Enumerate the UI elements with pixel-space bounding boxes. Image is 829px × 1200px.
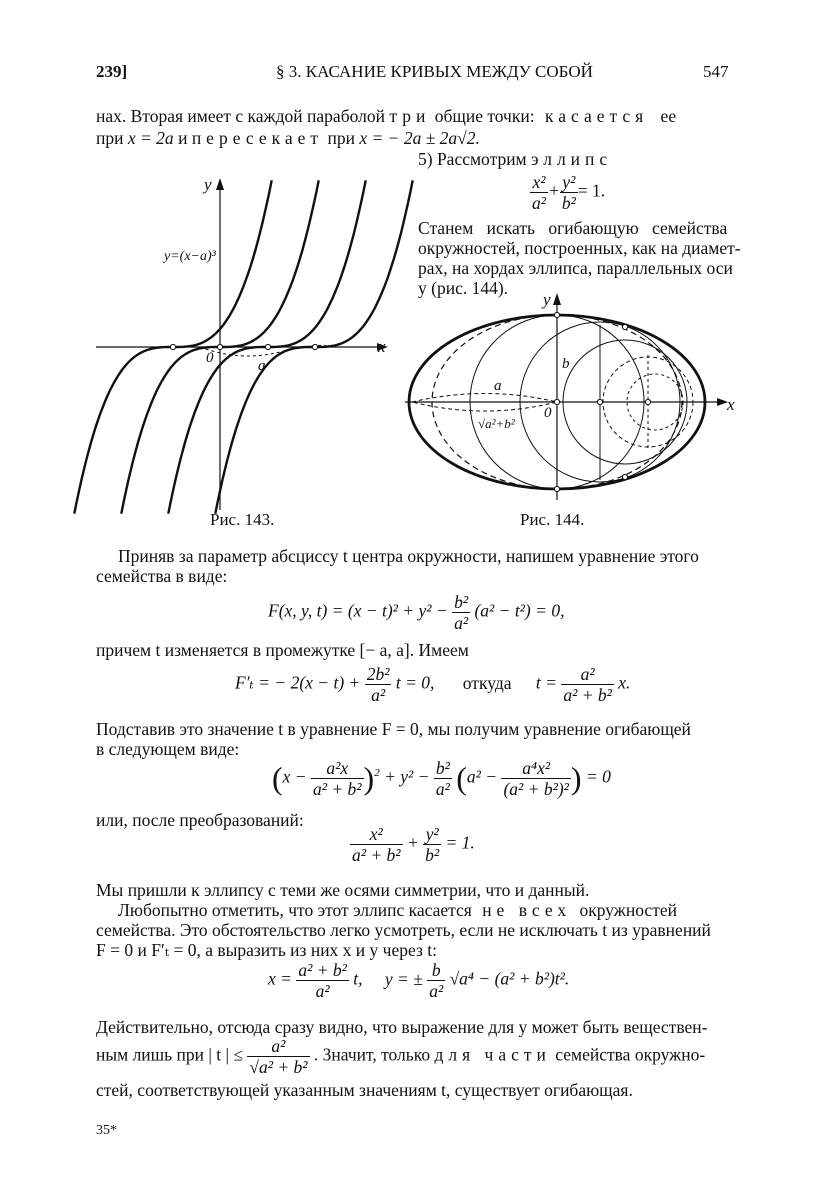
- fig144-b-label: b: [562, 356, 570, 372]
- ellipse-equation: $\frac{\text{x²}}{\text{a²}}$ + $\frac{\text{y²}}{\text{b²}}$ = 1.: [532, 172, 606, 214]
- para1-line1: нах. Вторая имеет с каждой параболой три общие точки: касается ее: [96, 106, 677, 126]
- item5-line3: рах, на хордах эллипса, параллельных оси: [418, 258, 733, 278]
- body-p6-l1: Любопытно отметить, что этот эллипс касается не всех окружностей: [118, 900, 677, 920]
- body-p6-l3: F = 0 и F′ₜ = 0, а выразить из них x и y через t:: [96, 940, 437, 960]
- item5-intro: 5) Рассмотрим эллипс: [418, 149, 613, 169]
- fig144-caption: Рис. 144.: [520, 510, 585, 529]
- running-header: § 3. КАСАНИЕ КРИВЫХ МЕЖДУ СОБОЙ: [276, 62, 593, 81]
- item5-line2: окружностей, построенных, как на диамет-: [418, 238, 741, 258]
- fig144-point: [554, 312, 559, 317]
- item5-line1: Станем искать огибающую семейства: [418, 218, 728, 238]
- body-p2: причем t изменяется в промежутке [− a, a]. Имеем: [96, 640, 469, 660]
- body-p7-l1: Действительно, отсюда сразу видно, что выражение для y может быть веществен-: [96, 1017, 708, 1037]
- fig144-origin-label: 0: [544, 405, 552, 421]
- fig143-caption: Рис. 143.: [210, 510, 275, 529]
- fig143-origin-label: 0: [206, 350, 214, 366]
- body-p7-l2: ным лишь при | t | ≤ $\frac{\text{a²}}{\text{√a² + b²}}$ . Значит, только для части семейства окружно-: [96, 1036, 706, 1078]
- body-p5: Мы пришли к эллипсу с теми же осями симметрии, что и данный.: [96, 880, 590, 900]
- fig144-point: [622, 324, 627, 329]
- fig143-x-label: x: [378, 337, 386, 356]
- body-p4: или, после преобразований:: [96, 810, 304, 830]
- fig144-point: [622, 474, 627, 479]
- fig144-point: [597, 399, 602, 404]
- equation-envelope: (x − $\frac{\text{a²x}}{\text{a² + b²}}$ )$^2$ + y² − $\frac{\text{b²}}{\text{a²}}$ (a² − $\frac{\text{a⁴x²}}{\text{(a² + b²)²}}$ ) = 0: [272, 758, 611, 800]
- item5-line4: y (рис. 144).: [418, 278, 509, 298]
- fig144-point: [554, 399, 559, 404]
- page-section-number: 239]: [96, 62, 128, 81]
- para1-line2: при x = 2a и пересекает при x = − 2a ± 2a√2.: [96, 128, 480, 148]
- body-p7-l3: стей, соответствующей указанным значениям t, существует огибающая.: [96, 1080, 633, 1100]
- body-p6-l2: семейства. Это обстоятельство легко усмотреть, если не исключать t из уравнений: [96, 920, 711, 940]
- fig143-y-label: y: [204, 175, 212, 194]
- equation-Ft: F′ₜ = − 2(x − t) + $\frac{\text{2b²}}{\text{a²}}$ t = 0, откуда t = $\frac{\text{a²}}{\text{a² + b²}}$ x.: [235, 664, 631, 706]
- page-number: 547: [703, 62, 729, 81]
- body-p3-l1: Подставив это значение t в уравнение F = 0, мы получим уравнение огибающей: [96, 719, 691, 739]
- fig144-diag-label: √a²+b²: [478, 416, 515, 431]
- equation-result: $\frac{\text{x²}}{\text{a² + b²}}$ + $\frac{\text{y²}}{\text{b²}}$ = 1.: [352, 824, 475, 866]
- body-p3-l2: в следующем виде:: [96, 739, 240, 759]
- fig144-y-label: y: [543, 290, 551, 309]
- fig144-x-label: x: [727, 395, 735, 414]
- fig144-point: [554, 486, 559, 491]
- fig143-curve-label: y=(x−a)³: [164, 249, 216, 264]
- signature-mark: 35*: [96, 1123, 117, 1138]
- equation-F: F(x, y, t) = (x − t)² + y² − $\frac{\text{b²}}{\text{a²}}$ (a² − t²) = 0,: [268, 592, 565, 634]
- fig144-a-label: a: [494, 378, 502, 394]
- body-p1-l2: семейства в виде:: [96, 566, 228, 586]
- body-p1-l1: Приняв за параметр абсциссу t центра окружности, напишем уравнение этого: [118, 546, 699, 566]
- fig143-a-label: a: [258, 358, 266, 374]
- equation-param: x = $\frac{\text{a² + b²}}{\text{a²}}$ t, y = ± $\frac{b}{\text{a²}}$ √a⁴ − (a² + b²)t².: [268, 960, 570, 1002]
- fig144-point: [645, 399, 650, 404]
